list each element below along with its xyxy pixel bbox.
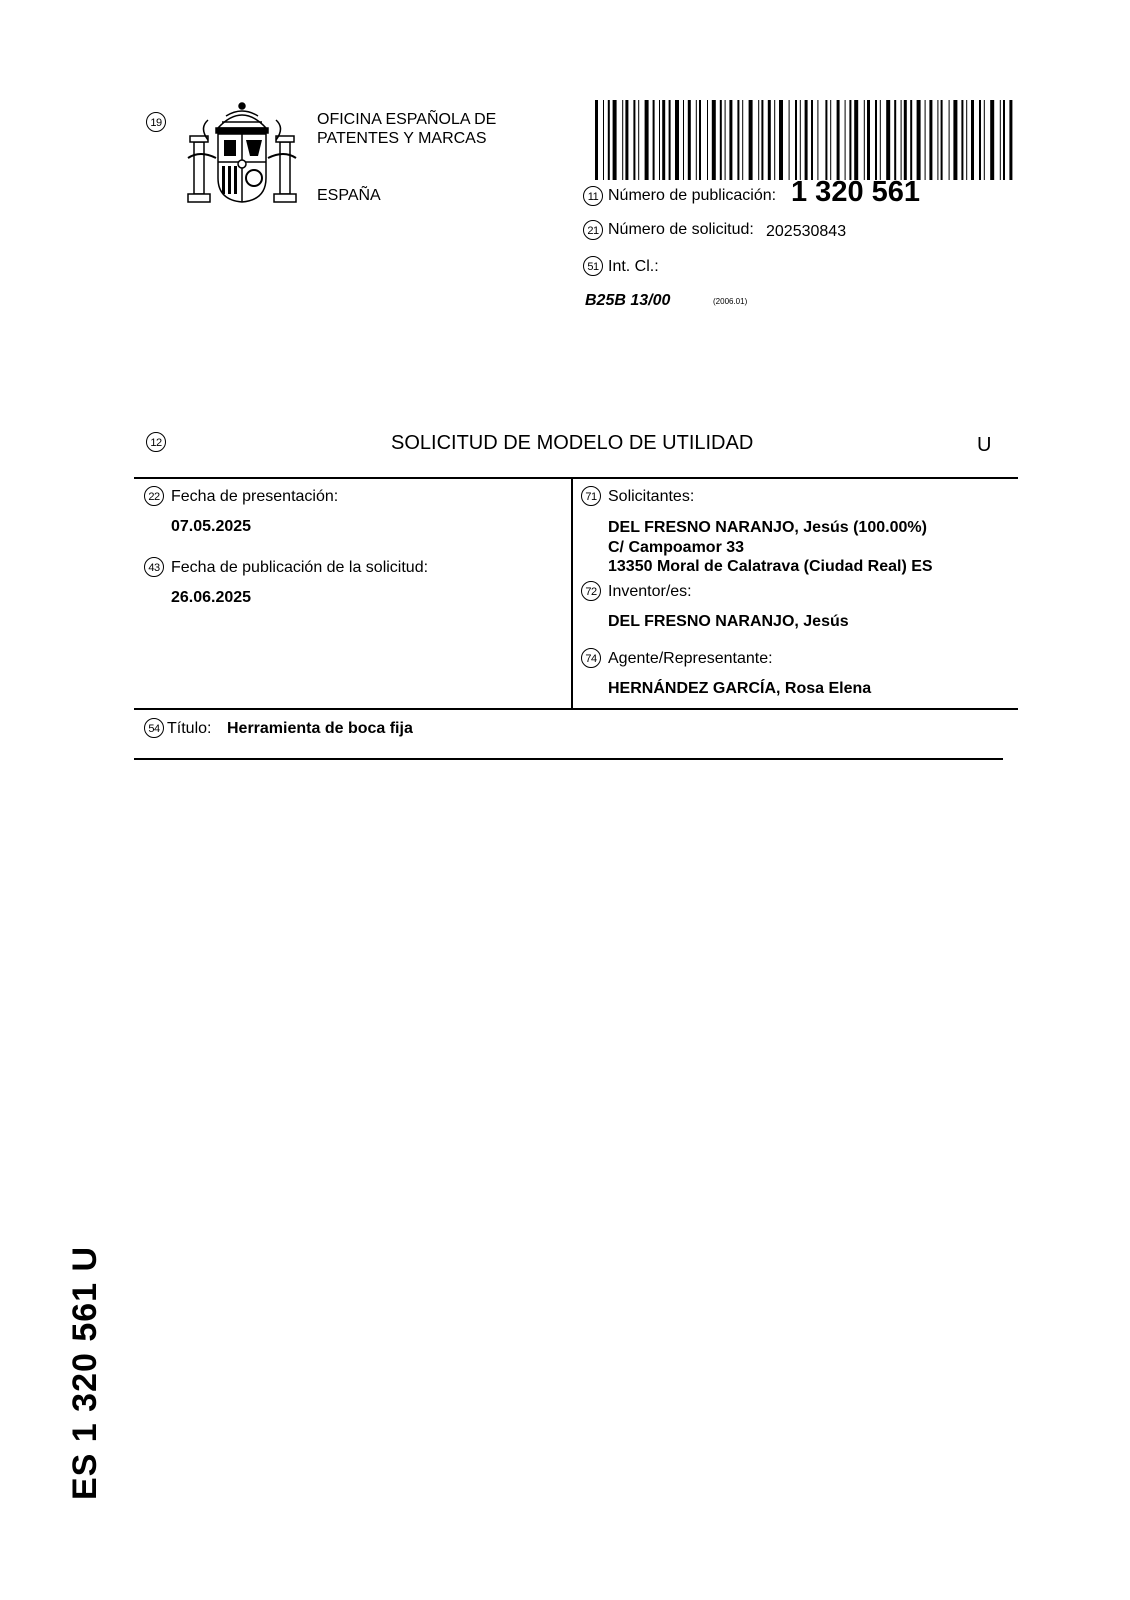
inid-code-22: 22 xyxy=(144,486,164,506)
barcode-bar xyxy=(811,100,813,180)
inid-code-51: 51 xyxy=(583,256,603,276)
barcode-bar xyxy=(941,100,943,180)
barcode-bar xyxy=(613,100,617,180)
inid-code-54: 54 xyxy=(144,718,164,738)
title-bottom-rule xyxy=(134,758,1003,760)
table-bottom-rule xyxy=(134,708,1018,710)
invention-title: Herramienta de boca fija xyxy=(227,720,413,737)
barcode-bar xyxy=(849,100,851,180)
inid-code-71: 71 xyxy=(581,486,601,506)
barcode-bar xyxy=(659,100,660,180)
applicants-block xyxy=(608,518,933,577)
barcode-bar xyxy=(837,100,840,180)
int-cl-label: Int. Cl.: xyxy=(608,258,659,275)
agent-name: HERNÁNDEZ GARCÍA, Rosa Elena xyxy=(608,680,872,697)
application-number-label: Número de solicitud: xyxy=(608,221,754,238)
barcode-bar xyxy=(696,100,697,180)
document-type-title: SOLICITUD DE MODELO DE UTILIDAD xyxy=(391,432,754,454)
barcode-bar xyxy=(961,100,963,180)
applicant-line: C/ Campoamor 33 xyxy=(608,538,745,556)
barcode-bar xyxy=(901,100,902,180)
barcode-bar xyxy=(966,100,967,180)
barcode-bar xyxy=(742,100,743,180)
barcode-bar xyxy=(894,100,896,180)
country-name: ESPAÑA xyxy=(317,187,381,204)
barcode-bar xyxy=(854,100,858,180)
inid-code-21: 21 xyxy=(583,220,603,240)
barcode-bar xyxy=(984,100,985,180)
barcode-bar xyxy=(645,100,649,180)
barcode-bar xyxy=(720,100,722,180)
barcode-bar xyxy=(925,100,926,180)
barcode-bar xyxy=(910,100,912,180)
table-top-rule xyxy=(134,477,1018,479)
inid-code-19: 19 xyxy=(146,112,166,132)
barcode-bar xyxy=(707,100,708,180)
barcode-bar xyxy=(603,100,604,180)
filing-date-label: Fecha de presentación: xyxy=(171,488,339,505)
barcode-bar xyxy=(779,100,783,180)
barcode-bar xyxy=(795,100,797,180)
barcode-bar xyxy=(622,100,623,180)
barcode-bar xyxy=(725,100,726,180)
barcode-bar xyxy=(867,100,870,180)
inventor-name: DEL FRESNO NARANJO, Jesús xyxy=(608,613,849,630)
inid-code-43: 43 xyxy=(144,557,164,577)
int-cl-class: B25B 13/00 xyxy=(585,292,671,309)
barcode-bar xyxy=(712,100,716,180)
barcode-bar xyxy=(608,100,610,180)
side-document-number: ES 1 320 561 U xyxy=(66,1245,104,1500)
barcode-bar xyxy=(625,100,628,180)
barcode-bar xyxy=(875,100,877,180)
filing-date: 07.05.2025 xyxy=(171,518,252,535)
applicant-line: DEL FRESNO NARANJO, Jesús (100.00%) xyxy=(608,519,927,536)
barcode-bar xyxy=(688,100,691,180)
table-column-divider xyxy=(571,477,573,708)
publication-date-label: Fecha de publicación de la solicitud: xyxy=(171,559,429,576)
inid-code-12: 12 xyxy=(146,432,166,452)
barcode-bar xyxy=(758,100,759,180)
barcode-bar xyxy=(904,100,907,180)
inid-code-74: 74 xyxy=(581,648,601,668)
document-kind: U xyxy=(977,434,992,456)
barcode-bar xyxy=(774,100,775,180)
applicants-label: Solicitantes: xyxy=(608,488,695,505)
barcode xyxy=(595,100,1013,180)
inid-code-11: 11 xyxy=(583,186,603,206)
barcode-bar xyxy=(761,100,763,180)
barcode-bar xyxy=(749,100,753,180)
barcode-bar xyxy=(1009,100,1012,180)
barcode-bar xyxy=(929,100,932,180)
publication-date: 26.06.2025 xyxy=(171,589,252,606)
barcode-bar xyxy=(669,100,671,180)
agent-label: Agente/Representante: xyxy=(608,650,773,667)
publication-number-label: Número de publicación: xyxy=(608,187,777,204)
barcode-bar xyxy=(1003,100,1005,180)
barcode-bar xyxy=(638,100,639,180)
application-number: 202530843 xyxy=(766,223,847,240)
coat-of-arms-logo xyxy=(186,100,298,206)
barcode-bar xyxy=(825,100,827,180)
office-name-line1: OFICINA ESPAÑOLA DE xyxy=(317,111,497,128)
barcode-bar xyxy=(880,100,881,180)
barcode-bar xyxy=(805,100,808,180)
office-name-line2: PATENTES Y MARCAS xyxy=(317,130,487,147)
int-cl-version: (2006.01) xyxy=(713,297,748,306)
inid-code-72: 72 xyxy=(581,581,601,601)
barcode-bar xyxy=(949,100,950,180)
publication-number: 1 320 561 xyxy=(791,176,921,208)
barcode-bar xyxy=(595,100,598,180)
barcode-bar xyxy=(768,100,771,180)
barcode-bar xyxy=(971,100,974,180)
inventors-label: Inventor/es: xyxy=(608,583,692,600)
barcode-bar xyxy=(789,100,790,180)
barcode-bar xyxy=(990,100,994,180)
title-label: Título: xyxy=(167,720,212,737)
barcode-bar xyxy=(800,100,801,180)
barcode-bar xyxy=(937,100,938,180)
barcode-bar xyxy=(699,100,701,180)
barcode-bar xyxy=(737,100,739,180)
barcode-bar xyxy=(683,100,684,180)
barcode-bar xyxy=(864,100,865,180)
barcode-bar xyxy=(653,100,655,180)
applicant-line: 13350 Moral de Calatrava (Ciudad Real) ES xyxy=(608,558,933,575)
barcode-bar xyxy=(830,100,831,180)
barcode-bar xyxy=(1000,100,1001,180)
barcode-bar xyxy=(729,100,732,180)
barcode-bar xyxy=(953,100,957,180)
barcode-bar xyxy=(886,100,890,180)
barcode-bar xyxy=(633,100,635,180)
barcode-bar xyxy=(662,100,665,180)
barcode-bar xyxy=(917,100,921,180)
barcode-bar xyxy=(845,100,846,180)
barcode-bar xyxy=(817,100,818,180)
barcode-bar xyxy=(979,100,981,180)
barcode-bar xyxy=(675,100,679,180)
